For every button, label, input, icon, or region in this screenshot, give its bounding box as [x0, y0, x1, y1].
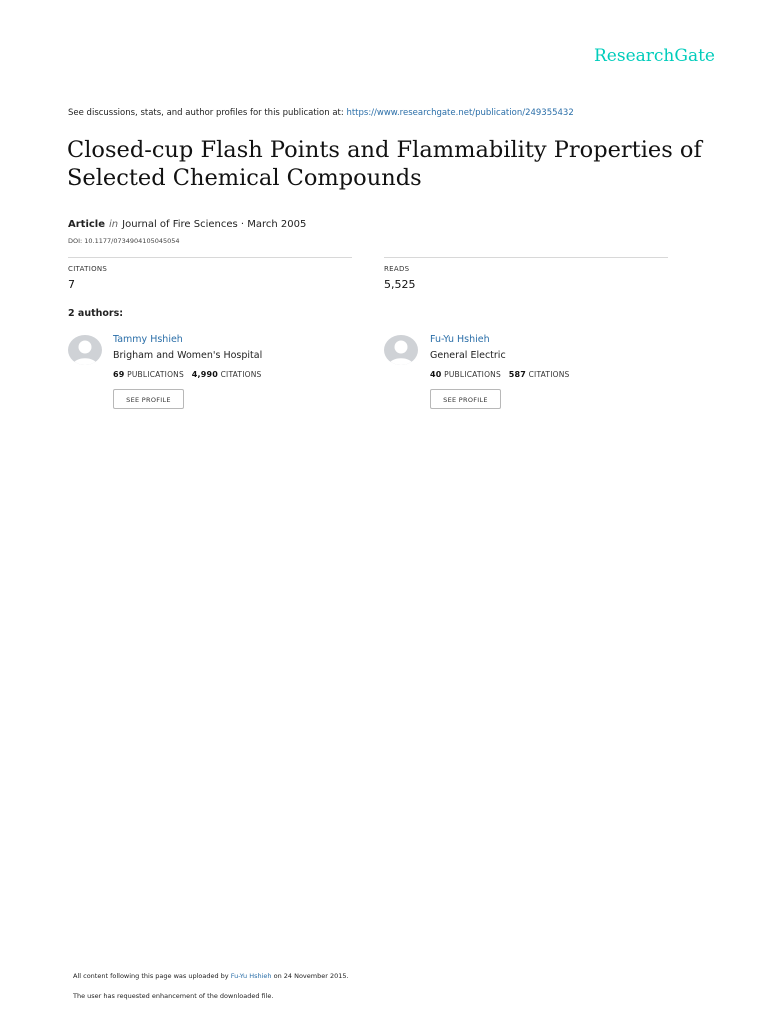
author-institution: Brigham and Women's Hospital: [113, 350, 263, 361]
publication-link[interactable]: https://www.researchgate.net/publication/249355432: [346, 108, 574, 118]
author-stats: [430, 370, 570, 379]
in-label: in: [109, 219, 119, 230]
discussion-line: [68, 108, 574, 118]
divider-right: [384, 257, 668, 258]
enhancement-note: The user has requested enhancement of the downloaded file.: [73, 992, 274, 1000]
author-citations-label: CITATIONS: [220, 370, 262, 379]
publications-count: 40: [430, 370, 442, 379]
journal-date: Journal of Fire Sciences · March 2005: [122, 219, 307, 230]
upload-prefix: All content following this page was uploaded by: [73, 972, 231, 980]
authors-heading: 2 authors:: [68, 308, 124, 319]
publications-count: 69: [113, 370, 125, 379]
reads-value: 5,525: [384, 278, 416, 291]
citations-count: 4,990: [191, 370, 219, 379]
publications-label: PUBLICATIONS: [444, 370, 501, 379]
citations-label: CITATIONS: [68, 265, 108, 273]
author-citations-label: CITATIONS: [528, 370, 570, 379]
author-name[interactable]: Fu-Yu Hshieh: [430, 334, 490, 345]
researchgate-logo[interactable]: ResearchGate: [594, 46, 715, 66]
citations-count: 587: [508, 370, 527, 379]
publication-meta: [68, 219, 306, 230]
citations-value: 7: [68, 278, 75, 291]
divider-left: [68, 257, 352, 258]
see-profile-button[interactable]: SEE PROFILE: [430, 389, 501, 409]
publication-title: Closed-cup Flash Points and Flammability Properties of Selected Chemical Compounds: [67, 137, 702, 191]
upload-note: [73, 972, 349, 980]
see-profile-button[interactable]: SEE PROFILE: [113, 389, 184, 409]
avatar-placeholder-icon[interactable]: [68, 335, 102, 365]
publication-type: Article: [68, 219, 106, 230]
avatar-placeholder-icon[interactable]: [384, 335, 418, 365]
author-stats: [113, 370, 262, 379]
uploader-link[interactable]: Fu-Yu Hshieh: [230, 972, 272, 980]
author-institution: General Electric: [430, 350, 506, 361]
reads-label: READS: [384, 265, 410, 273]
discussion-text: See discussions, stats, and author profiles for this publication at:: [68, 108, 347, 118]
author-name[interactable]: Tammy Hshieh: [113, 334, 183, 345]
doi: DOI: 10.1177/0734904105045054: [68, 237, 180, 245]
upload-suffix: on 24 November 2015.: [271, 972, 349, 980]
publications-label: PUBLICATIONS: [127, 370, 184, 379]
